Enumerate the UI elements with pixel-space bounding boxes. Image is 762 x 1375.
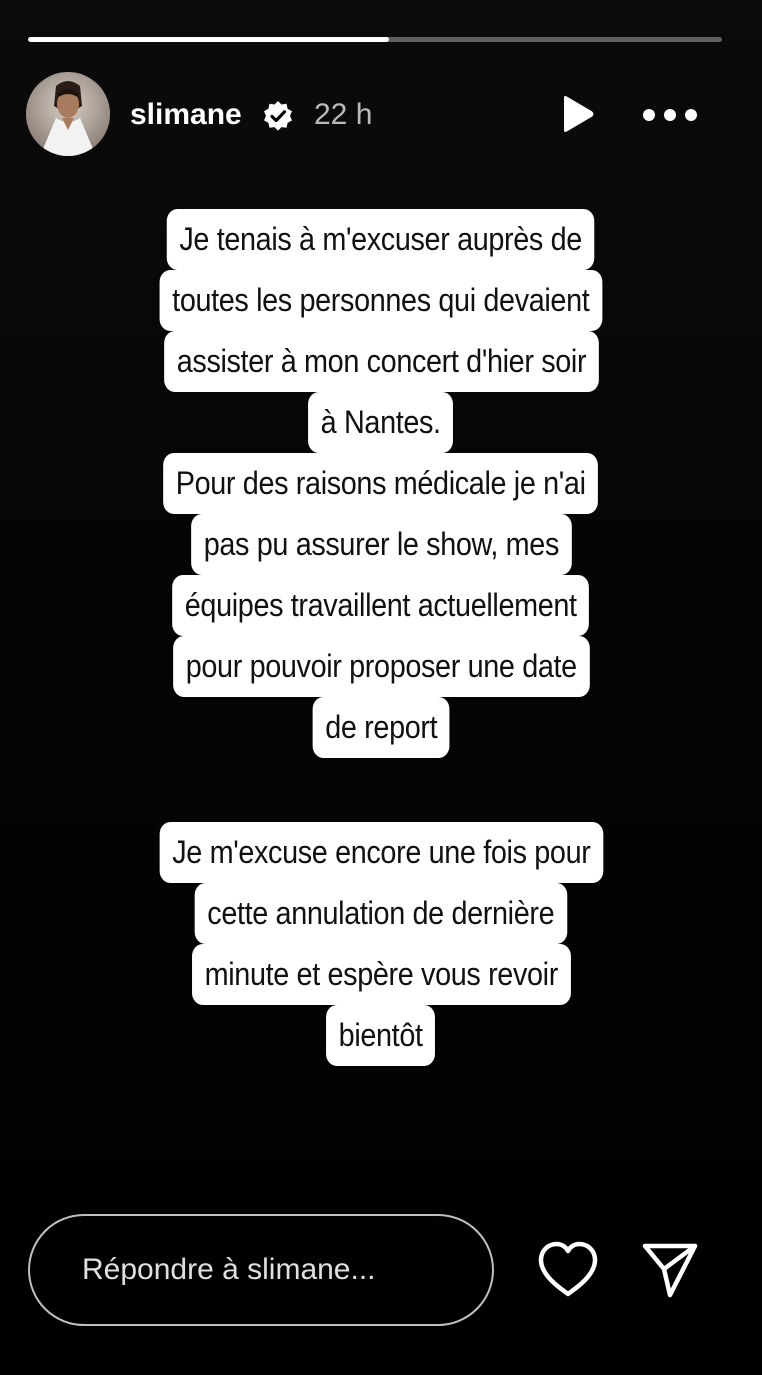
- heart-icon: [536, 1240, 600, 1300]
- sticker-text-line: Je m'excuse encore une fois pour: [159, 822, 602, 883]
- sticker-text-line: de report: [312, 697, 449, 758]
- sticker-text-line: équipes travaillent actuellement: [172, 575, 589, 636]
- more-options-icon: [640, 98, 700, 132]
- sticker-text-line: Pour des raisons médicale je n'ai: [163, 453, 598, 514]
- story-progress-bar: [28, 37, 722, 42]
- reply-input[interactable]: [28, 1214, 494, 1326]
- avatar-image: [26, 72, 110, 156]
- story-text-sticker-2: [0, 822, 762, 1066]
- sticker-text-line: assister à mon concert d'hier soir: [164, 331, 599, 392]
- play-icon: [556, 94, 596, 134]
- send-icon: [640, 1240, 700, 1300]
- post-timestamp: 22 h: [314, 98, 373, 131]
- profile-avatar[interactable]: [26, 72, 110, 156]
- play-button[interactable]: [556, 94, 596, 134]
- send-button[interactable]: [640, 1240, 700, 1300]
- sticker-text-line: pas pu assurer le show, mes: [191, 514, 571, 575]
- username[interactable]: slimane: [130, 98, 242, 131]
- sticker-text-line: cette annulation de dernière: [195, 883, 567, 944]
- sticker-text-line: bientôt: [326, 1005, 435, 1066]
- sticker-text-line: Je tenais à m'excuser auprès de: [167, 209, 595, 270]
- story-header: [26, 72, 736, 158]
- story-text-sticker-1: [0, 209, 762, 758]
- sticker-text-line: toutes les personnes qui devaient: [160, 270, 602, 331]
- sticker-text-line: minute et espère vous revoir: [192, 944, 571, 1005]
- sticker-text-line: pour pouvoir proposer une date: [173, 636, 589, 697]
- more-options-button[interactable]: [640, 98, 700, 132]
- verified-badge-icon: [262, 100, 294, 132]
- like-button[interactable]: [536, 1240, 600, 1300]
- sticker-text-line: à Nantes.: [308, 392, 453, 453]
- story-progress-fill: [28, 37, 389, 42]
